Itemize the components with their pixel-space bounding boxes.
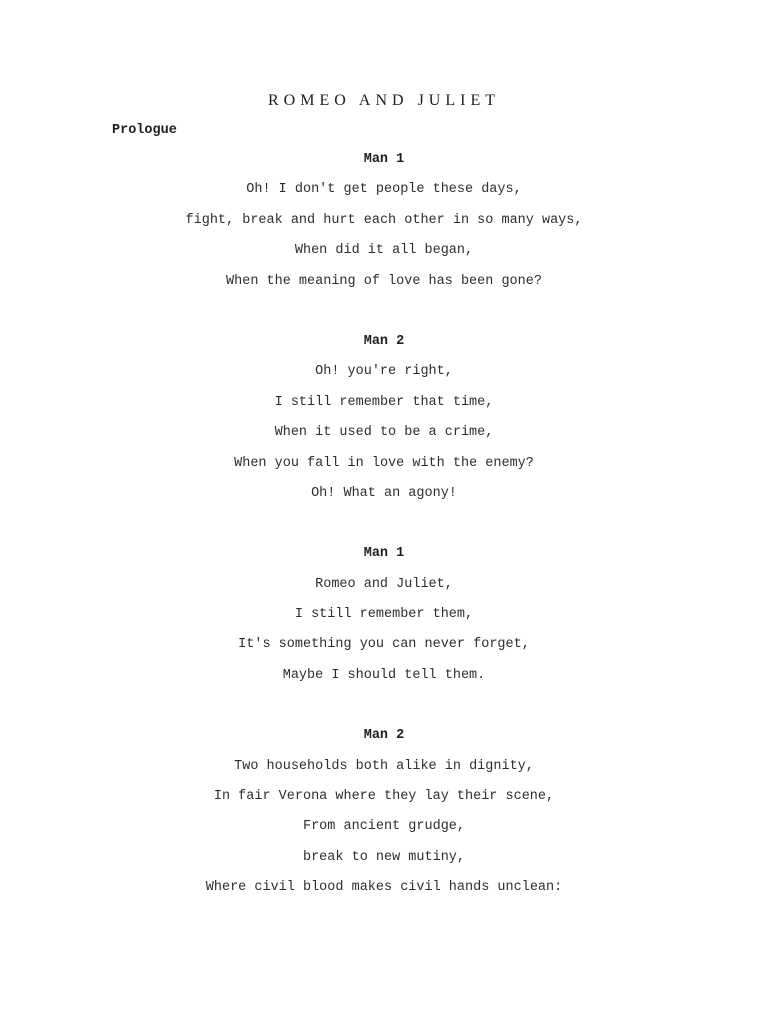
verse-line: Oh! What an agony! [311,485,457,501]
verse-line: Oh! I don't get people these days, [246,182,522,198]
speaker-name: Man 1 [363,546,405,562]
verse-line: From ancient grudge, [302,819,466,835]
verse-line: break to new mutiny, [302,849,466,865]
stanza [0,539,768,691]
verse-line: When you fall in love with the enemy? [234,455,534,471]
verse-line: Romeo and Juliet, [315,576,453,592]
speaker-name: Man 2 [363,333,405,349]
verse-line: Where civil blood makes civil hands unclean: [205,880,563,896]
stanza [0,721,768,903]
verse-line: In fair Verona where they lay their scene, [213,789,555,805]
verse-line: fight, break and hurt each other in so many ways, [185,212,583,228]
verse-line: When did it all began, [294,243,474,259]
script-body [0,145,768,934]
stanza [0,145,768,297]
stanza [0,327,768,509]
verse-line: Two households both alike in dignity, [234,758,534,774]
verse-line: I still remember that time, [274,394,494,410]
section-heading: Prologue [112,123,177,138]
verse-line: I still remember them, [294,607,474,623]
speaker-name: Man 2 [363,728,405,744]
verse-line: When it used to be a crime, [274,425,494,441]
verse-line: Oh! you're right, [315,364,453,380]
document-title: ROMEO AND JULIET [268,92,500,109]
verse-line: When the meaning of love has been gone? [226,273,542,289]
speaker-name: Man 1 [363,152,405,167]
verse-line: Maybe I should tell them. [282,667,486,683]
verse-line: It's something you can never forget, [238,637,530,653]
